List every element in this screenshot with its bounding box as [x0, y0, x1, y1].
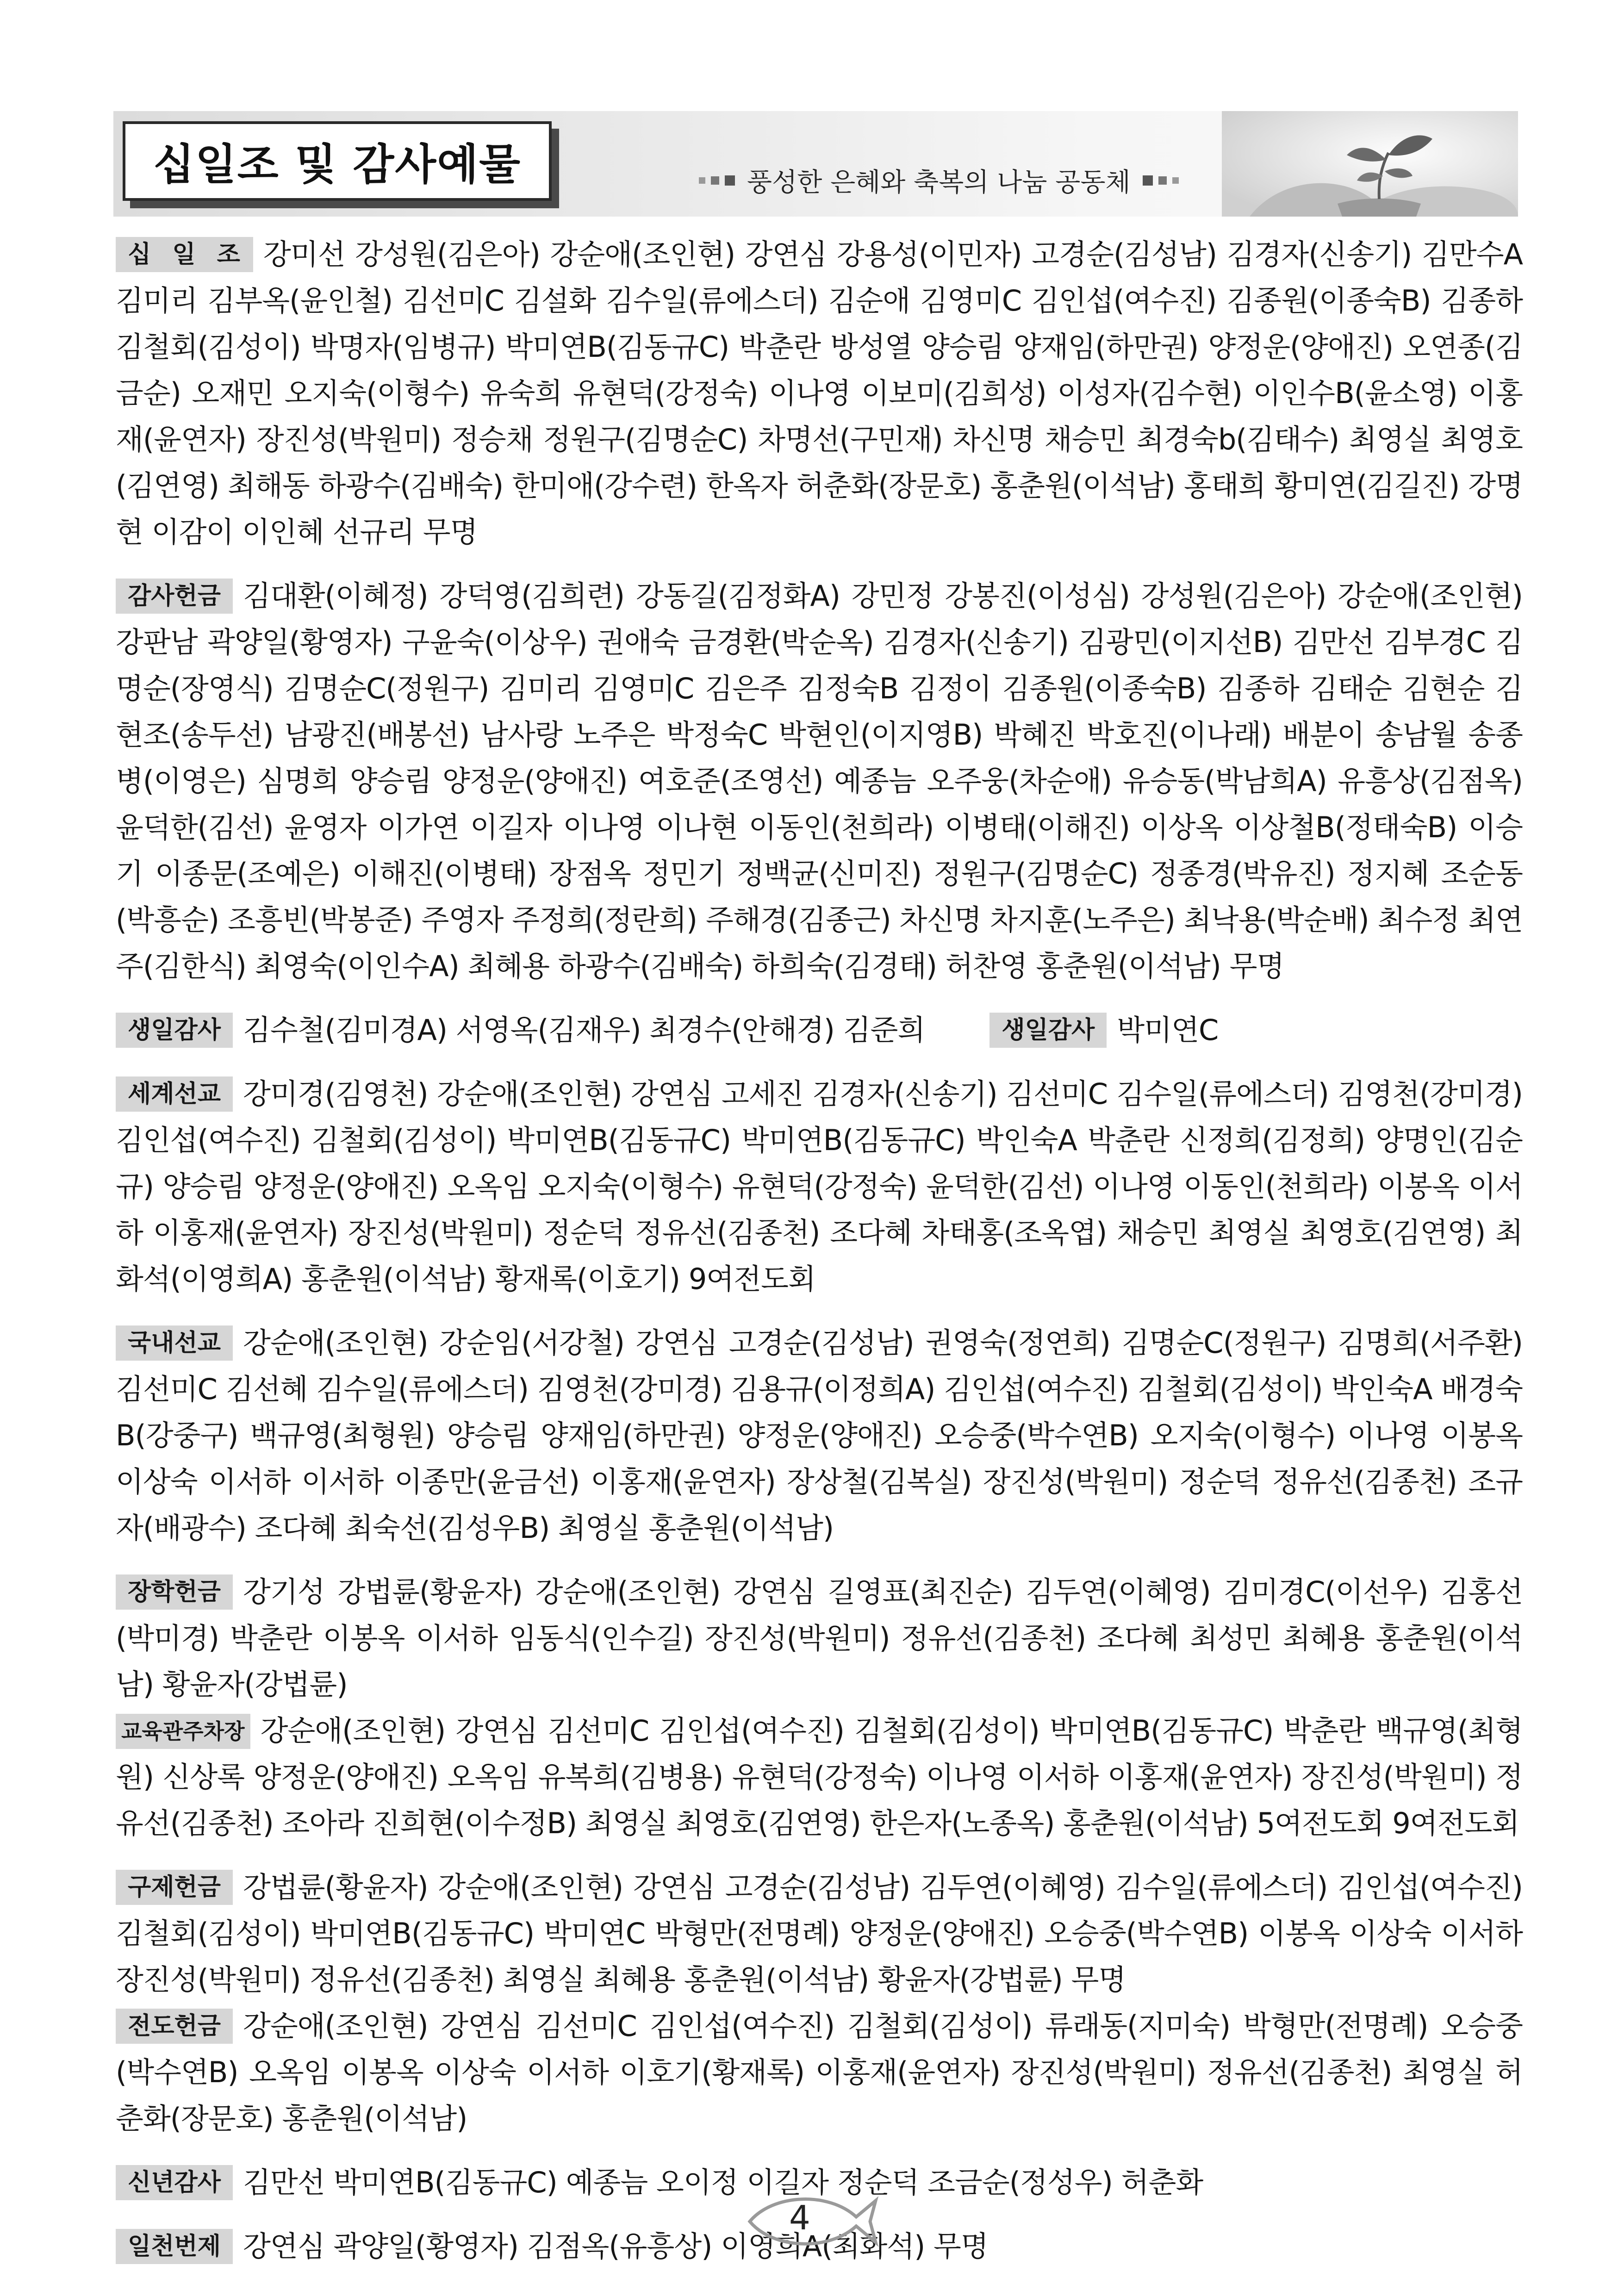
decorative-square-icon	[1158, 176, 1167, 185]
section-names: 강순애(조인현) 강순임(서강철) 강연심 고경순(김성남) 권영숙(정연희) 김명순C(정원구) 김명희(서주환) 김선미C 김선혜 김수일(류에스더) 김영천(강미경) 김용규(이정희A) 김인섭(여수진) 김철회(김성이) 박인숙A 배경숙B(강중구) 백규영(최형원) 양승림 양재임(하만권) 양정운(양애진) 오승중(박수연B) 오지숙(이형수) 이나영 이봉옥 이상숙 이서하 이서하 이종만(윤금선) 이홍재(윤연자) 장상철(김복실) 장진성(박원미) 정순덕 정유선(김종천) 조규자(배광수) 조다혜 최숙선(김성우B) 최영실 홍춘원(이석남)	[116, 1326, 1523, 1545]
plant-in-hands-image	[1222, 111, 1518, 217]
section-names: 강법륜(황윤자) 강순애(조인현) 강연심 고경순(김성남) 김두연(이혜영) 김수일(류에스더) 김인섭(여수진) 김철회(김성이) 박미연B(김동규C) 박미연C 박형만(전명례) 양정운(양애진) 오승중(박수연B) 이봉옥 이상숙 이서하 장진성(박원미) 정유선(김종천) 최영실 최혜용 홍춘원(이석남) 황윤자(강법륜) 무명	[116, 1870, 1523, 1997]
offering-list	[116, 231, 1523, 2287]
section-label: 십 일 조	[116, 237, 253, 272]
section-names: 강연심 곽양일(황영자) 김점옥(유흥상) 이영희A(최화석) 무명	[243, 2229, 988, 2263]
section-world-mission	[116, 1071, 1523, 1302]
section-names-secondary: 박미연C	[1117, 1013, 1219, 1047]
section-label: 일천번제	[116, 2229, 233, 2264]
section-names: 강기성 강법륜(황윤자) 강순애(조인현) 강연심 길영표(최진순) 김두연(이혜영) 김미경C(이선우) 김홍선(박미경) 박춘란 이봉옥 이서하 임동식(인수길) 장진성(박원미) 정유선(김종천) 조다혜 최성민 최혜용 홍춘원(이석남) 황윤자(강법륜)	[116, 1575, 1523, 1701]
page-footer	[741, 2184, 879, 2259]
decorative-square-icon	[725, 175, 735, 186]
section-label: 국내선교	[116, 1325, 233, 1361]
subtitle-text: 풍성한 은혜와 축복의 나눔 공동체	[747, 168, 1131, 198]
section-names: 강순애(조인현) 강연심 김선미C 김인섭(여수진) 김철회(김성이) 박미연B(김동규C) 박춘란 백규영(최형원) 신상록 양정운(양애진) 오옥임 유복희(김병용) 유현덕(강정숙) 이나영 이서하 이홍재(윤연자) 장진성(박원미) 정유선(김종천) 조아라 진희현(이수정B) 최영실 최영호(김연영) 한은자(노종옥) 홍춘원(이석남) 5여전도회 9여전도회	[116, 1714, 1523, 1840]
section-names: 강순애(조인현) 강연심 김선미C 김인섭(여수진) 김철회(김성이) 류래동(지미숙) 박형만(전명례) 오승중(박수연B) 오옥임 이봉옥 이상숙 이서하 이호기(황재록) 이홍재(윤연자) 장진성(박원미) 정유선(김종천) 최영실 허춘화(장문호) 홍춘원(이석남)	[116, 2009, 1523, 2135]
section-names: 강미경(김영천) 강순애(조인현) 강연심 고세진 김경자(신송기) 김선미C 김수일(류에스더) 김영천(강미경) 김인섭(여수진) 김철회(김성이) 박미연B(김동규C) 박미연B(김동규C) 박인숙A 박춘란 신정희(김정희) 양명인(김순규) 양승림 양정운(양애진) 오옥임 오지숙(이형수) 유현덕(강정숙) 윤덕한(김선) 이나영 이동인(천희라) 이봉옥 이서하 이홍재(윤연자) 장진성(박원미) 정순덕 정유선(김종천) 조다혜 차태홍(조옥엽) 채승민 최영실 최영호(김연영) 최화석(이영희A) 홍춘원(이석남) 황재록(이호기) 9여전도회	[116, 1077, 1523, 1296]
page-title: 십일조 및 감사예물	[153, 140, 522, 189]
decorative-square-icon	[711, 176, 719, 185]
section-evangelism	[116, 2003, 1523, 2142]
section-label-secondary: 생일감사	[989, 1013, 1107, 1048]
section-domestic-mission	[116, 1320, 1523, 1551]
section-names: 김대환(이혜정) 강덕영(김희련) 강동길(김정화A) 강민정 강봉진(이성심) 강성원(김은아) 강순애(조인현) 강판남 곽양일(황영자) 구윤숙(이상우) 권애숙 금경환(박순옥) 김경자(신송기) 김광민(이지선B) 김만선 김부경C 김명순(장영식) 김명순C(정원구) 김미리 김영미C 김은주 김정숙B 김정이 김종원(이종숙B) 김종하 김태순 김현순 김현조(송두선) 남광진(배봉선) 남사랑 노주은 박정숙C 박현인(이지영B) 박혜진 박호진(이나래) 배분이 송남월 송종병(이영은) 심명희 양승림 양정운(양애진) 여호준(조영선) 예종늠 오주웅(차순애) 유승동(박남희A) 유흥상(김점옥) 윤덕한(김선) 윤영자 이가연 이길자 이나영 이나현 이동인(천희라) 이병태(이해진) 이상옥 이상철B(정태숙B) 이승기 이종문(조예은) 이해진(이병태) 장점옥 정민기 정백균(신미진) 정원구(김명순C) 정종경(박유진) 정지혜 조순동(박흥순) 조흥빈(박봉준) 주영자 주정희(정란희) 주해경(김종근) 차신명 차지훈(노주은) 최낙용(박순배) 최수정 최연주(김한식) 최영숙(이인수A) 최혜용 하광수(김배숙) 하희숙(김경태) 허찬영 홍춘원(이석남) 무명	[116, 579, 1523, 983]
decorative-square-icon	[699, 177, 705, 184]
section-label: 세계선교	[116, 1076, 233, 1112]
decorative-square-icon	[1143, 175, 1153, 186]
section-label: 감사헌금	[116, 579, 233, 614]
section-relief	[116, 1864, 1523, 2003]
section-education-parking	[116, 1708, 1523, 1847]
section-thanksgiving	[116, 573, 1523, 989]
section-tithe	[116, 231, 1523, 555]
section-label: 장학헌금	[116, 1574, 233, 1610]
section-scholarship	[116, 1569, 1523, 1708]
page-number: 4	[789, 2198, 810, 2237]
section-birthday	[116, 1007, 1523, 1053]
section-label: 생일감사	[116, 1013, 233, 1048]
section-names: 김만선 박미연B(김동규C) 예종늠 오이정 이길자 정순덕 조금순(정성우) 허춘화	[243, 2165, 1203, 2199]
section-label: 구제헌금	[116, 1870, 233, 1905]
section-names: 김수철(김미경A) 서영옥(김재우) 최경수(안해경) 김준희	[243, 1013, 925, 1047]
decorative-square-icon	[1172, 177, 1179, 184]
section-label: 교육관주차장	[116, 1714, 250, 1749]
page-subtitle	[699, 162, 1184, 199]
page-title-box	[123, 121, 552, 201]
section-label: 전도헌금	[116, 2009, 233, 2044]
section-label: 신년감사	[116, 2165, 233, 2200]
section-names: 강미선 강성원(김은아) 강순애(조인현) 강연심 강용성(이민자) 고경순(김성남) 김경자(신송기) 김만수A 김미리 김부옥(윤인철) 김선미C 김설화 김수일(류에스더) 김순애 김영미C 김인섭(여수진) 김종원(이종숙B) 김종하 김철회(김성이) 박명자(임병규) 박미연B(김동규C) 박춘란 방성열 양승림 양재임(하만권) 양정운(양애진) 오연종(김금순) 오재민 오지숙(이형수) 유숙희 유현덕(강정숙) 이나영 이보미(김희성) 이성자(김수현) 이인수B(윤소영) 이홍재(윤연자) 장진성(박원미) 정승채 정원구(김명순C) 차명선(구민재) 차신명 채승민 최경숙b(김태수) 최영실 최영호(김연영) 최해동 하광수(김배숙) 한미애(강수련) 한옥자 허춘화(장문호) 홍춘원(이석남) 홍태희 황미연(김길진) 강명현 이감이 이인혜 선규리 무명	[116, 237, 1523, 549]
